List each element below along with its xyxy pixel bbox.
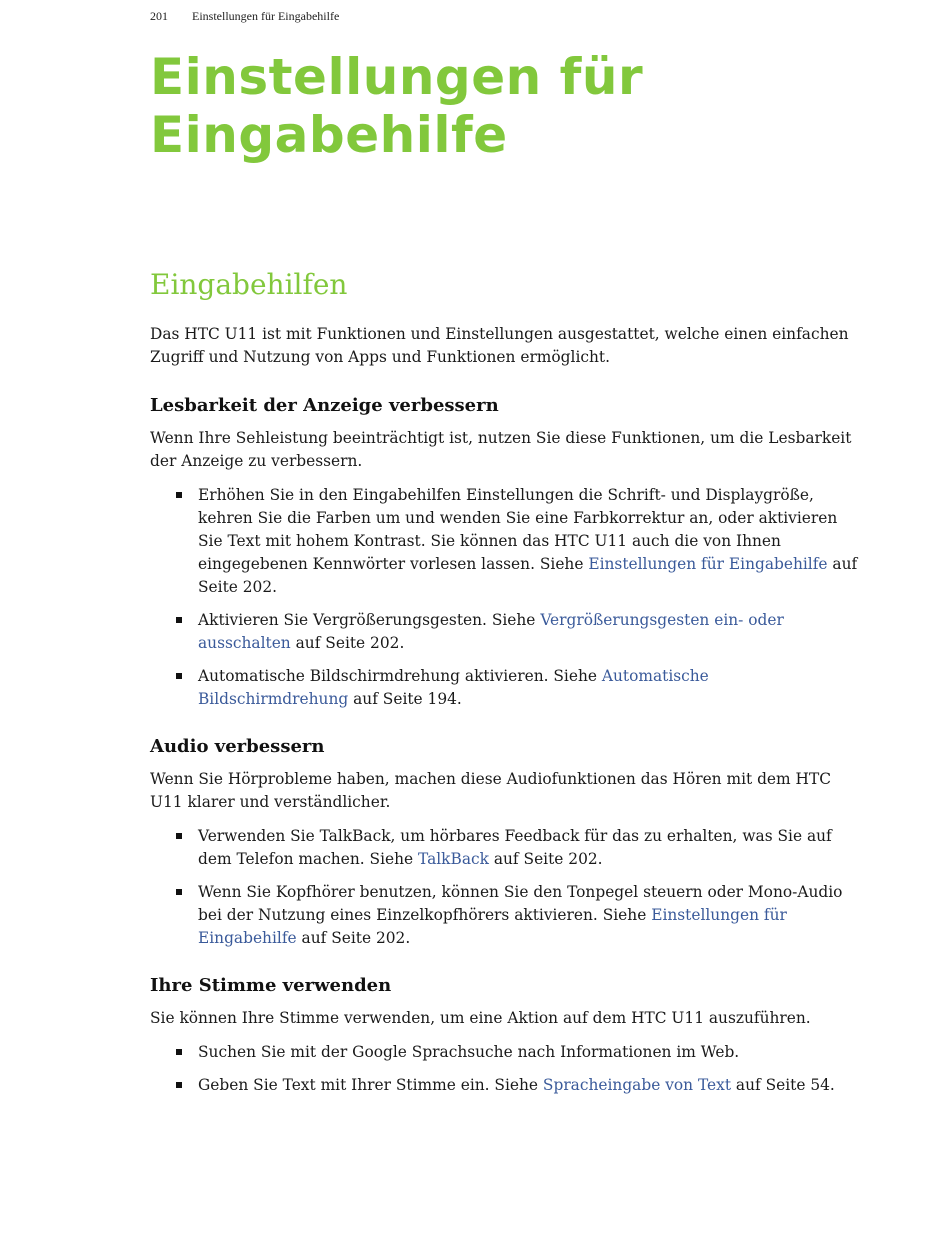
chapter-title-line-2: Eingabehilfe [150,106,508,164]
list-item: Automatische Bildschirmdrehung aktivieren. Siehe Automatische Bildschirmdrehung auf Seite 194. [198,665,860,711]
list-item: Aktivieren Sie Vergrößerungsgesten. Siehe Vergrößerungsgesten ein- oder ausschalten auf Seite 202. [198,609,860,655]
subheading-voice: Ihre Stimme verwenden [150,975,392,996]
readability-list [150,484,860,711]
readability-description: Wenn Ihre Sehleistung beeinträchtigt ist, nutzen Sie diese Funktionen, um die Lesbarkeit der Anzeige zu verbessern. [150,429,852,470]
bullet-icon [176,492,182,498]
list-item: Geben Sie Text mit Ihrer Stimme ein. Siehe Spracheingabe von Text auf Seite 54. [198,1074,860,1097]
page-number: 201 [150,9,168,23]
bullet-icon [176,673,182,679]
section-title: Eingabehilfen [150,268,348,301]
list-item: Erhöhen Sie in den Eingabehilfen Einstellungen die Schrift- und Displaygröße, kehren Sie die Farben um und wenden Sie eine Farbkorrektur an, oder aktivieren Sie Text mit hohem Kontrast. Sie können das HTC U11 auch die von Ihnen eingegebenen Kennwörter vorlesen lassen. Siehe Einstellungen für Eingabehilfe auf Seite 202. [198,484,860,599]
voice-description: Sie können Ihre Stimme verwenden, um eine Aktion auf dem HTC U11 auszuführen. [150,1009,811,1027]
link-magnification-gestures[interactable]: Vergrößerungsgesten ein- oder ausschalten [198,611,784,652]
main-content [150,323,860,1107]
subheading-audio: Audio verbessern [150,736,325,757]
list-item: Verwenden Sie TalkBack, um hörbares Feedback für das zu erhalten, was Sie auf dem Telefon machen. Siehe TalkBack auf Seite 202. [198,825,860,871]
bullet-icon [176,1049,182,1055]
link-talkback[interactable]: TalkBack [418,850,489,868]
bullet-icon [176,833,182,839]
list-item: Wenn Sie Kopfhörer benutzen, können Sie den Tonpegel steuern oder Mono-Audio bei der Nutzung eines Einzelkopfhörers aktivieren. Siehe Einstellungen für Eingabehilfe auf Seite 202. [198,881,860,950]
audio-list [150,825,860,950]
chapter-title [150,48,643,164]
bullet-icon [176,617,182,623]
audio-description: Wenn Sie Hörprobleme haben, machen diese Audiofunktionen das Hören mit dem HTC U11 klarer und verständlicher. [150,770,831,811]
subheading-readability: Lesbarkeit der Anzeige verbessern [150,395,499,416]
link-auto-rotate[interactable]: Automatische Bildschirmdrehung [198,667,709,708]
chapter-title-line-1: Einstellungen für [150,48,644,106]
link-accessibility-settings[interactable]: Einstellungen für Eingabehilfe [588,555,828,573]
bullet-icon [176,1082,182,1088]
running-title: Einstellungen für Eingabehilfe [192,9,340,23]
link-accessibility-settings[interactable]: Einstellungen für Eingabehilfe [198,906,787,947]
voice-list [150,1041,860,1097]
list-item: Suchen Sie mit der Google Sprachsuche nach Informationen im Web. [198,1041,860,1064]
link-voice-input[interactable]: Spracheingabe von Text [542,1076,732,1094]
bullet-icon [176,889,182,895]
intro-paragraph: Das HTC U11 ist mit Funktionen und Einstellungen ausgestattet, welche einen einfachen Zugriff und Nutzung von Apps und Funktionen ermöglicht. [150,325,849,366]
running-header [150,9,339,24]
